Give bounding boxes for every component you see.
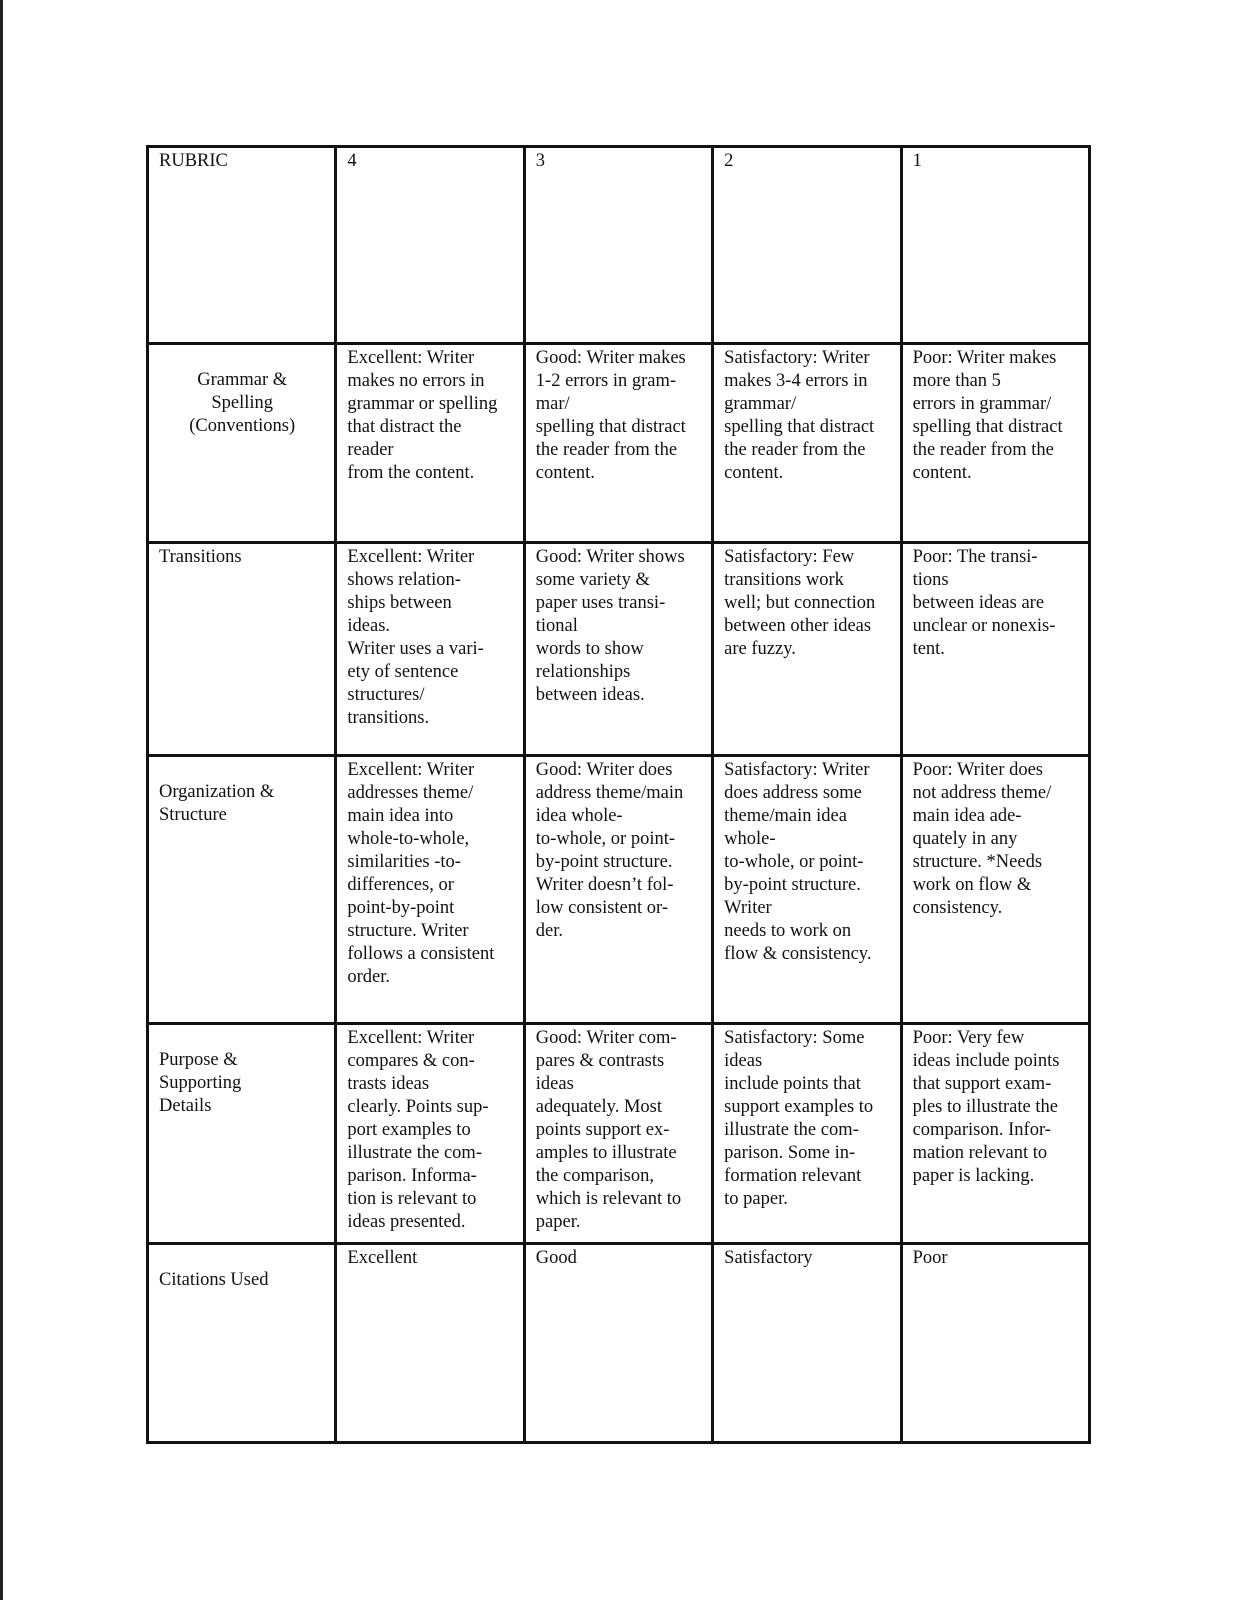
criterion-purpose-details: Purpose & Supporting Details	[148, 1024, 336, 1244]
criterion-grammar-spelling: Grammar & Spelling (Conventions)	[148, 344, 336, 543]
rubric-table	[146, 145, 1091, 1444]
cell-purpose-2: Satisfactory: Some ideas include points that support examples to illustrate the com- parison. Some in- formation relevant to paper.	[713, 1024, 901, 1244]
cell-citations-3: Good	[524, 1244, 712, 1443]
table-row	[148, 756, 1090, 1024]
cell-transitions-1: Poor: The transi- tions between ideas are unclear or nonexis- tent.	[901, 543, 1089, 756]
table-row	[148, 1244, 1090, 1443]
cell-grammar-1: Poor: Writer makes more than 5 errors in grammar/ spelling that distract the reader from the content.	[901, 344, 1089, 543]
cell-organization-2: Satisfactory: Writer does address some theme/main idea whole- to-whole, or point- by-point structure. Writer needs to work on flow & consistency.	[713, 756, 901, 1024]
table-row	[148, 1024, 1090, 1244]
cell-organization-3: Good: Writer does address theme/main idea whole- to-whole, or point- by-point structure. Writer doesn’t fol- low consistent or- der.	[524, 756, 712, 1024]
cell-organization-4: Excellent: Writer addresses theme/ main idea into whole-to-whole, similarities -to- differences, or point-by-point structure. Writer follows a consistent order.	[336, 756, 524, 1024]
cell-grammar-2: Satisfactory: Writer makes 3-4 errors in grammar/ spelling that distract the reader from the content.	[713, 344, 901, 543]
table-row	[148, 543, 1090, 756]
score-header-1: 1	[901, 147, 1089, 344]
cell-purpose-4: Excellent: Writer compares & con- trasts ideas clearly. Points sup- port examples to illustrate the com- parison. Informa- tion is relevant to ideas presented.	[336, 1024, 524, 1244]
criterion-citations: Citations Used	[148, 1244, 336, 1443]
cell-citations-1: Poor	[901, 1244, 1089, 1443]
cell-grammar-3: Good: Writer makes 1-2 errors in gram- mar/ spelling that distract the reader from the content.	[524, 344, 712, 543]
criterion-transitions: Transitions	[148, 543, 336, 756]
rubric-title: RUBRIC	[148, 147, 336, 344]
score-header-3: 3	[524, 147, 712, 344]
cell-citations-2: Satisfactory	[713, 1244, 901, 1443]
cell-transitions-4: Excellent: Writer shows relation- ships between ideas. Writer uses a vari- ety of sentence structures/ transitions.	[336, 543, 524, 756]
cell-purpose-3: Good: Writer com- pares & contrasts ideas adequately. Most points support ex- amples to illustrate the comparison, which is relevant to paper.	[524, 1024, 712, 1244]
cell-grammar-4: Excellent: Writer makes no errors in grammar or spelling that distract the reader from the content.	[336, 344, 524, 543]
cell-citations-4: Excellent	[336, 1244, 524, 1443]
table-row	[148, 344, 1090, 543]
score-header-2: 2	[713, 147, 901, 344]
cell-transitions-3: Good: Writer shows some variety & paper uses transi- tional words to show relationships between ideas.	[524, 543, 712, 756]
cell-purpose-1: Poor: Very few ideas include points that support exam- ples to illustrate the comparison. Infor- mation relevant to paper is lacking.	[901, 1024, 1089, 1244]
cell-organization-1: Poor: Writer does not address theme/ main idea ade- quately in any structure. *Needs work on flow & consistency.	[901, 756, 1089, 1024]
header-row	[148, 147, 1090, 344]
criterion-organization-structure: Organization & Structure	[148, 756, 336, 1024]
score-header-4: 4	[336, 147, 524, 344]
cell-transitions-2: Satisfactory: Few transitions work well; but connection between other ideas are fuzzy.	[713, 543, 901, 756]
page-left-edge	[0, 0, 3, 1600]
